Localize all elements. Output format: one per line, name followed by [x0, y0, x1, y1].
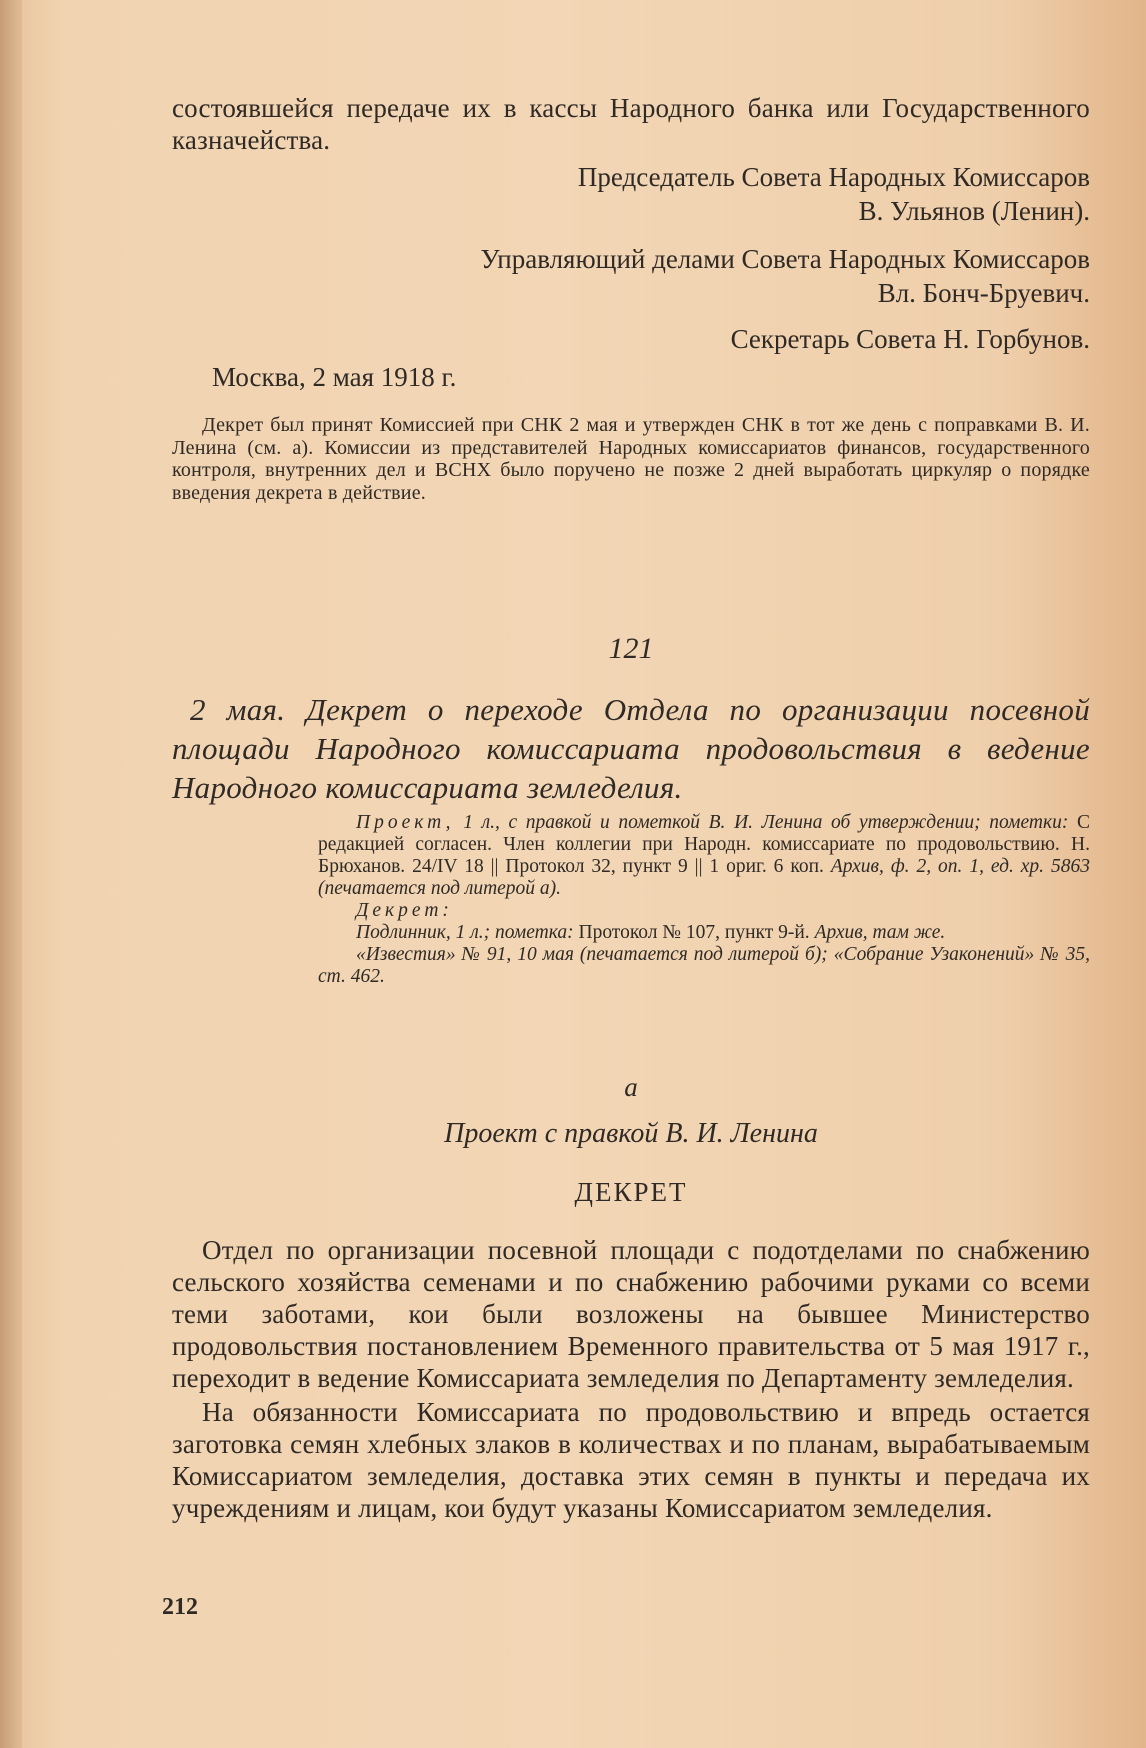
original-italic: Подлинник, 1 л.; пометка: — [356, 922, 574, 943]
binding-gutter — [0, 0, 22, 1748]
signature-chairman — [172, 160, 1090, 228]
signature-title: Председатель Совета Народных Комиссаров — [577, 162, 1090, 192]
signature-name: Вл. Бонч-Бруевич. — [877, 278, 1090, 308]
source-original — [318, 922, 1090, 944]
publications: «Известия» № 91, 10 мая (печатается под литерой б); «Собрание Узаконений» № 35, ст. 462. — [318, 944, 1090, 987]
signature-manager — [172, 242, 1090, 310]
draft-italic: 1 л., с правкой и пометкой В. И. Ленина об утверждении; пометки: — [463, 812, 1069, 833]
signature-name: В. Ульянов (Ленин). — [858, 196, 1090, 226]
signature-title: Управляющий делами Совета Народных Комиссаров — [480, 244, 1090, 274]
prev-decree-closing-text: состоявшейся передаче их в кассы Народного банка или Государственного казначейства. — [172, 93, 1090, 155]
document-heading-text: 2 мая. Декрет о переходе Отдела по организации посевной площади Народного комиссариата продовольствия в ведение Народного комиссариата земледелия. — [172, 692, 1090, 805]
draft-subtitle: Проект с правкой В. И. Ленина — [444, 1118, 818, 1149]
signature-secretary — [172, 322, 1090, 356]
editor-note-text: Декрет был принят Комиссией при СНК 2 мая и утвержден СНК в тот же день с поправками В. И. Ленина (см. а). Комиссии из представителей Народных комиссариатов финансов, государственного контроля, внутренних дел и ВСНХ было поручено не позже 2 дней выработать циркуляр о порядке введения декрета в действие. — [172, 414, 1090, 504]
decree-paragraph: На обязанности Комиссариата по продовольствию и впредь остается заготовка семян хлебных злаков в количествах и по планам, вырабатываемым Комиссариатом земледелия, доставка этих семян в пункты и передача их учреждениям и лицам, кои будут указаны Комиссариатом земледелия. — [172, 1397, 1090, 1523]
decree-title: ДЕКРЕТ — [574, 1177, 688, 1207]
source-notes — [318, 812, 1090, 988]
source-draft — [318, 812, 1090, 900]
editor-note — [172, 414, 1090, 504]
original-archive: Архив, там же. — [814, 922, 946, 943]
original-plain: Протокол № 107, пункт 9-й. — [578, 922, 810, 943]
signature-title: Секретарь Совета Н. Горбунов. — [730, 324, 1090, 354]
letter-marker: а — [624, 1072, 638, 1102]
page-number: 212 — [162, 1594, 198, 1620]
draft-archive: Архив, ф. 2, оп. 1, ед. хр. 5863 (печатается под литерой а). — [318, 856, 1090, 899]
document-heading — [172, 690, 1090, 807]
place-date: Москва, 2 мая 1918 г. — [212, 362, 457, 392]
document-number: 121 — [608, 632, 654, 665]
decree-label: Декрет: — [356, 900, 453, 921]
draft-label: Проект, — [356, 812, 455, 833]
decree-body — [172, 1234, 1090, 1524]
draft-plain: С редакцией согласен. Член коллегии при Народн. комиссариате по продовольствию. Н. Брюханов. 24/IV 18 || Протокол 32, пункт 9 || 1 ориг. 6 коп. — [318, 812, 1091, 877]
prev-decree — [172, 92, 1090, 156]
decree-paragraph: Отдел по организации посевной площади с подотделами по снабжению сельского хозяйства семенами и по снабжению рабочими руками со всеми теми заботами, кои были возложены на бывшее Министерство продовольствия постановлением Временного правительства от 5 мая 1917 г., переходит в ведение Комиссариата земледелия по Департаменту земледелия. — [172, 1235, 1090, 1393]
